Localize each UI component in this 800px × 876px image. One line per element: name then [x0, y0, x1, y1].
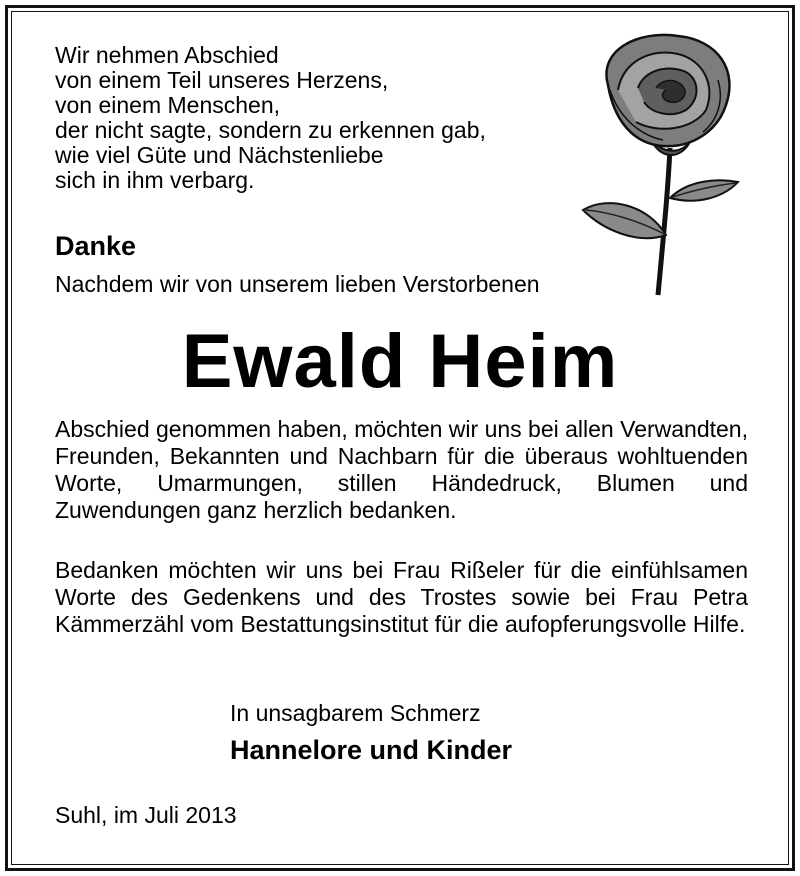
- poem-line: von einem Teil unseres Herzens,: [55, 67, 389, 93]
- heading-danke: Danke: [55, 231, 137, 261]
- memorial-poem: [55, 43, 486, 193]
- poem-line: der nicht sagte, sondern zu erkennen gab,: [55, 117, 486, 143]
- poem-line: wie viel Güte und Nächstenliebe: [55, 142, 384, 168]
- thanks-paragraph-2: Bedanken möchten wir uns bei Frau Rißeler für die einfühlsamen Worte des Gedenkens und des Trostes sowie bei Frau Petra Kämmerzähl vom Bestattungsinstitut für die aufopferungsvolle Hilfe.: [55, 557, 748, 637]
- poem-line: sich in ihm verbarg.: [55, 167, 255, 193]
- poem-line: Wir nehmen Abschied: [55, 42, 279, 68]
- thanks-paragraph: Abschied genommen haben, möchten wir uns bei allen Verwandten, Freunden, Bekannten und Nachbarn für die überaus wohltuenden Worte, Umarmungen, stillen Händedruck, Blumen und Zuwendungen ganz herzlich bedanken.: [55, 416, 748, 523]
- place-date: Suhl, im Juli 2013: [55, 802, 237, 828]
- intro-line: Nachdem wir von unserem lieben Verstorbenen: [55, 271, 540, 297]
- signer-names: Hannelore und Kinder: [230, 735, 513, 765]
- closing-line: In unsagbarem Schmerz: [230, 700, 481, 726]
- deceased-name: Ewald Heim: [181, 319, 619, 404]
- rose-icon: [578, 30, 743, 300]
- poem-line: von einem Menschen,: [55, 92, 281, 118]
